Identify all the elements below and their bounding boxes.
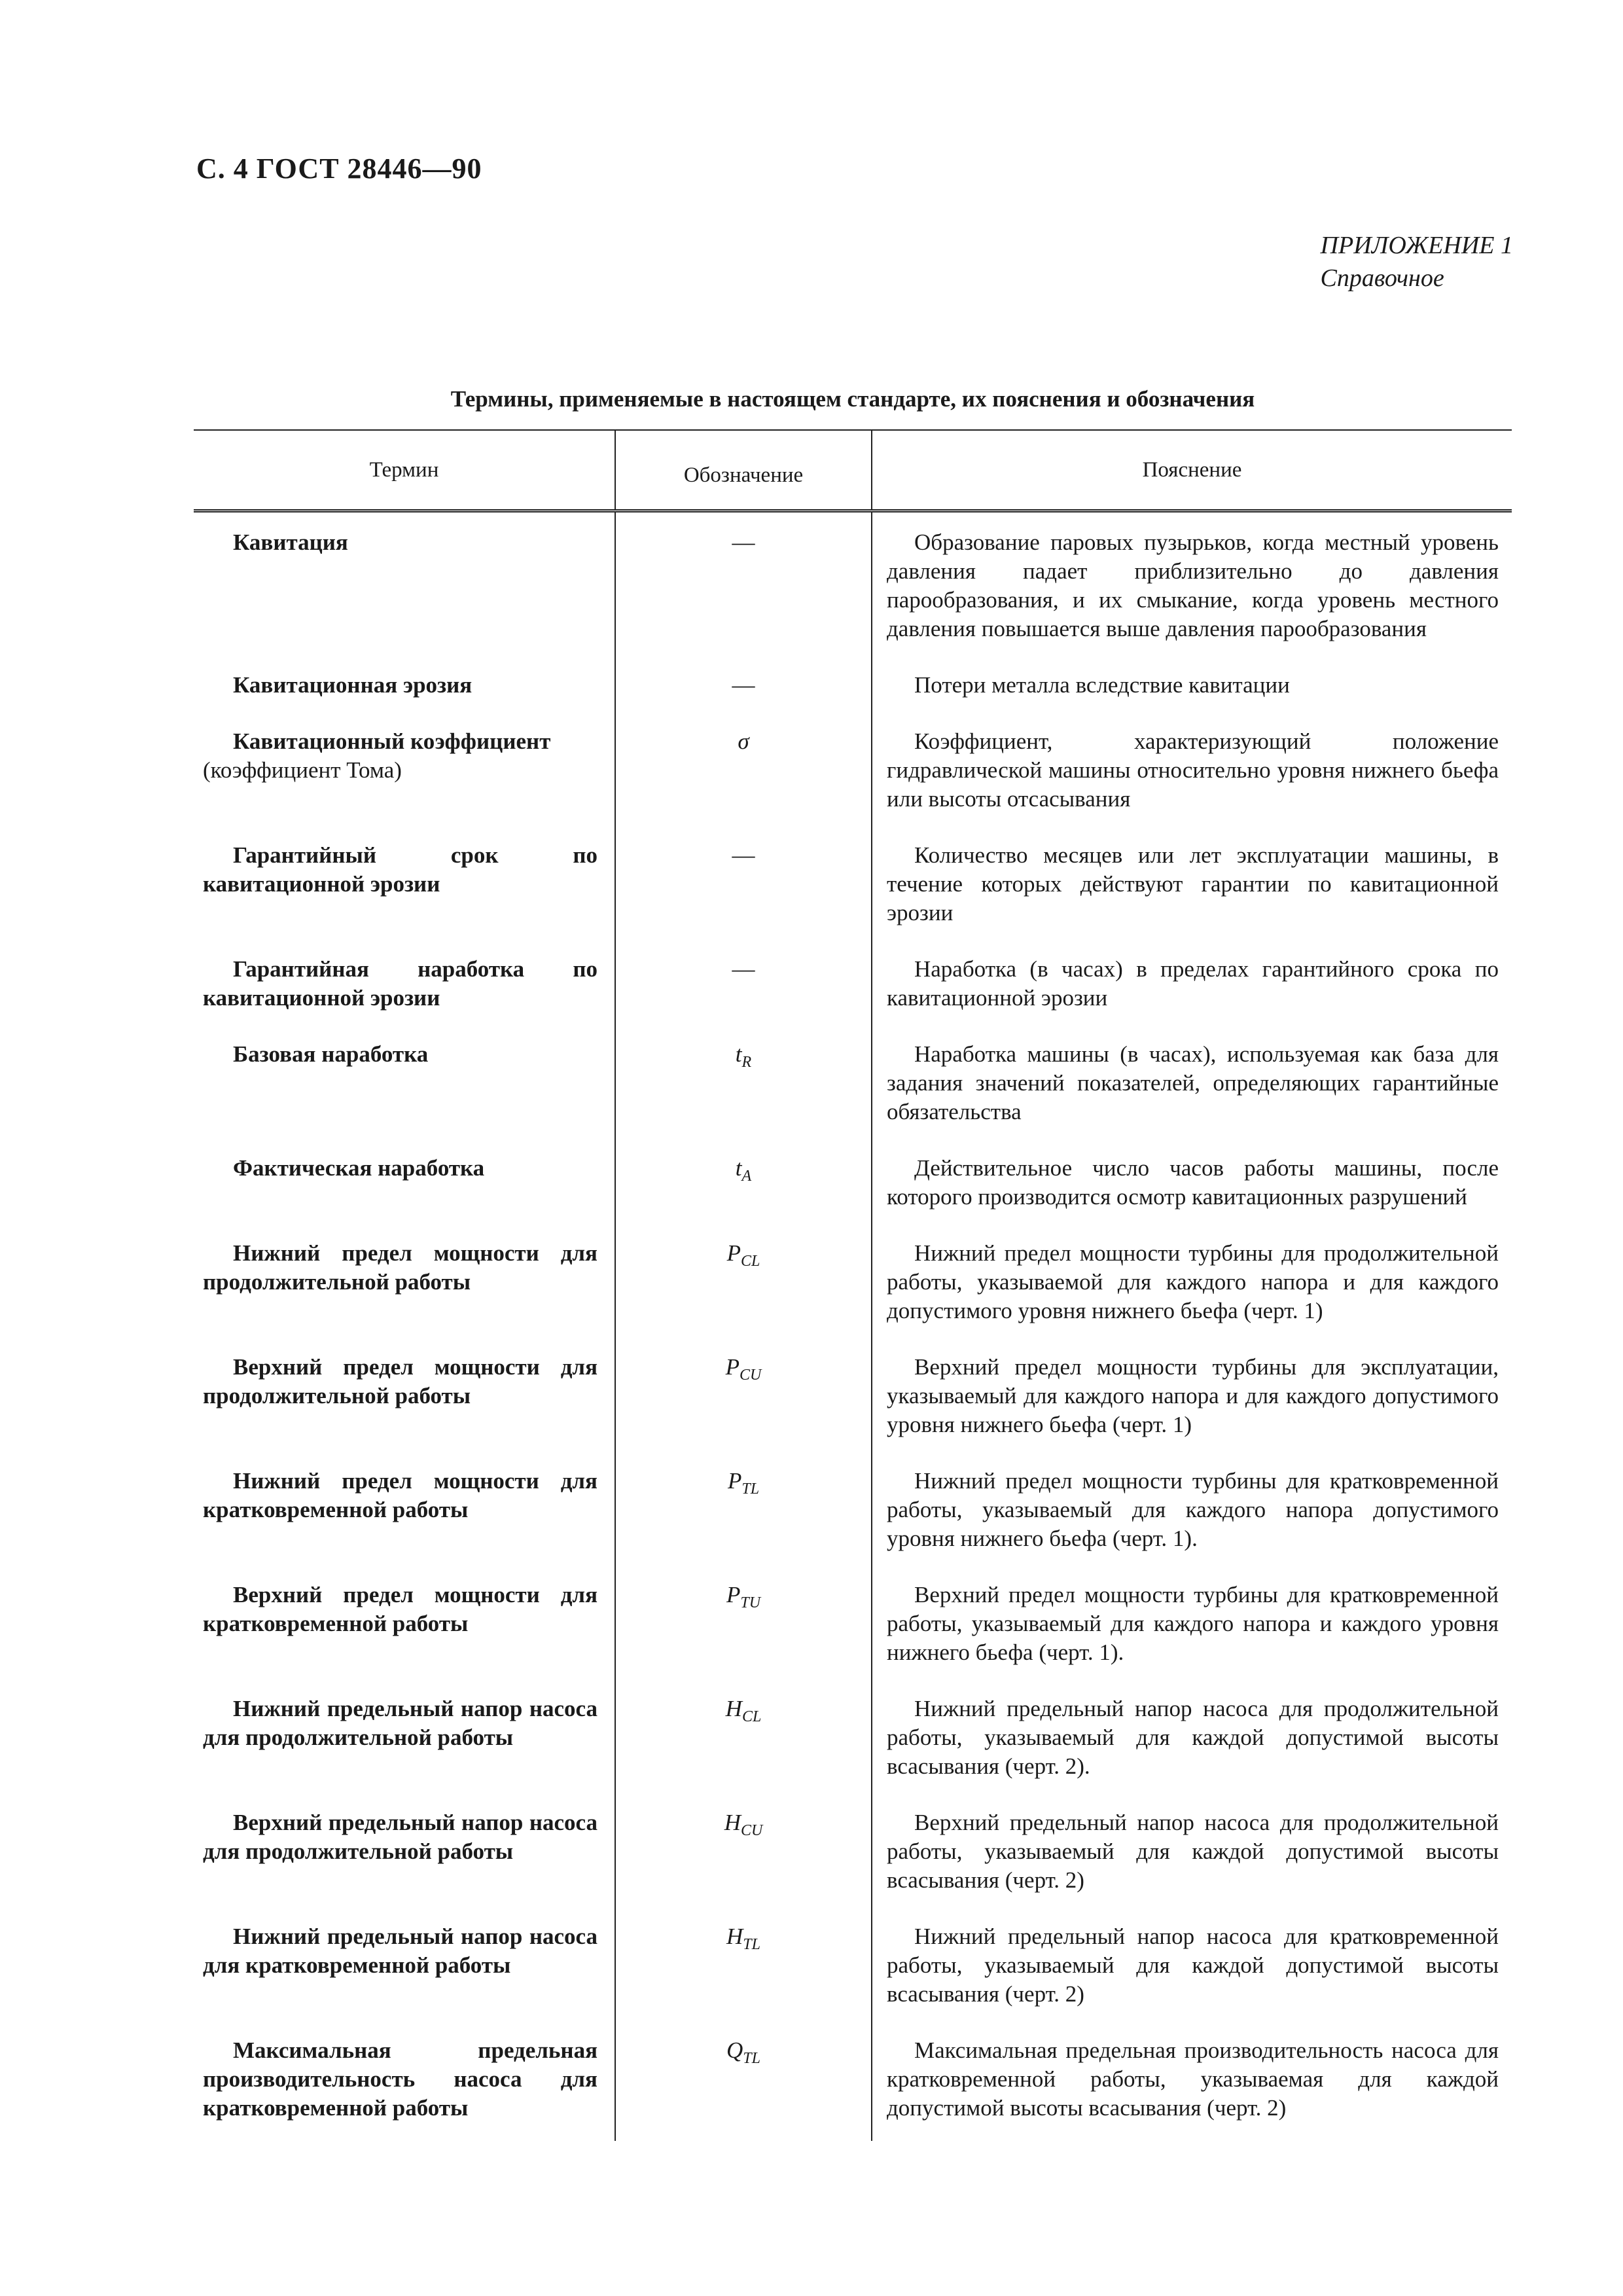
page-header: С. 4 ГОСТ 28446—90 [196, 152, 482, 185]
designation-subscript: CL [741, 1708, 762, 1725]
designation-symbol: H [725, 1696, 742, 1721]
term-name: Кавитация [233, 529, 348, 555]
table-row [194, 1799, 1512, 1913]
designation-subscript: TL [743, 2050, 760, 2067]
term-cell [194, 1031, 615, 1145]
explanation-text: Наработка машины (в часах), используемая как база для задания значений показателей, определяющих гарантийные обязательства [887, 1041, 1499, 1124]
explanation-text: Верхний предельный напор насоса для продолжительной работы, указываемый для каждой допустимой высоты всасывания (черт. 2) [887, 1810, 1499, 1893]
designation-symbol: — [732, 842, 755, 868]
column-header-explanation: Пояснение [872, 430, 1512, 511]
designation-cell [615, 1344, 872, 1458]
term-cell [194, 1913, 615, 2027]
term-name: Фактическая наработка [233, 1155, 485, 1181]
explanation-text: Образование паровых пузырьков, когда местный уровень давления падает приблизительно до давления парообразования, и их смыкание, когда уровень местного давления повышается выше давления парообразования [887, 529, 1499, 641]
designation-symbol: P [726, 1240, 741, 1266]
term-cell [194, 1145, 615, 1230]
explanation-text: Нижний предельный напор насоса для продолжительной работы, указываемый для каждой допустимой высоты всасывания (черт. 2). [887, 1696, 1499, 1779]
term-name: Нижний предельный напор насоса для продолжительной работы [203, 1696, 597, 1750]
table-row [194, 832, 1512, 946]
explanation-text: Действительное число часов работы машины, после которого производится осмотр кавитационных разрушений [887, 1155, 1499, 1210]
term-name: Гарантийный срок по кавитационной эрозии [203, 842, 597, 897]
explanation-text: Верхний предел мощности турбины для эксплуатации, указываемый для каждого напора и для каждого допустимого уровня нижнего бьефа (черт. 1) [887, 1354, 1499, 1437]
designation-cell [615, 1458, 872, 1571]
designation-cell [615, 1685, 872, 1799]
explanation-cell [872, 1571, 1512, 1685]
explanation-cell [872, 1799, 1512, 1913]
designation-subscript: CU [740, 1822, 763, 1839]
explanation-text: Коэффициент, характеризующий положение гидравлической машины относительно уровня нижнего бьефа или высоты отсасывания [887, 728, 1499, 812]
term-cell [194, 1230, 615, 1344]
table-header-row [194, 430, 1512, 511]
table-row [194, 1031, 1512, 1145]
annex-subtitle: Справочное [1320, 264, 1444, 292]
term-cell [194, 946, 615, 1031]
explanation-cell [872, 1458, 1512, 1571]
designation-cell [615, 832, 872, 946]
designation-symbol: t [735, 1155, 742, 1181]
table-row [194, 1685, 1512, 1799]
term-cell [194, 662, 615, 718]
designation-cell [615, 1230, 872, 1344]
designation-symbol: — [732, 672, 755, 698]
designation-cell [615, 1913, 872, 2027]
designation-symbol: σ [738, 728, 749, 754]
designation-cell [615, 1145, 872, 1230]
term-cell [194, 511, 615, 662]
explanation-cell [872, 1145, 1512, 1230]
explanation-text: Количество месяцев или лет эксплуатации машины, в течение которых действуют гарантии по кавитационной эрозии [887, 842, 1499, 925]
term-name: Верхний предел мощности для кратковременной работы [203, 1582, 597, 1636]
explanation-text: Нижний предел мощности турбины для продолжительной работы, указываемой для каждого напора и для каждого допустимого уровня нижнего бьефа (черт. 1) [887, 1240, 1499, 1323]
table-row [194, 1571, 1512, 1685]
term-cell [194, 1344, 615, 1458]
designation-subscript: TL [741, 1480, 760, 1498]
table-row [194, 1913, 1512, 2027]
designation-symbol: P [726, 1582, 741, 1607]
designation-symbol: t [735, 1041, 742, 1067]
designation-symbol: Q [726, 2037, 743, 2063]
designation-cell [615, 1031, 872, 1145]
table-row [194, 718, 1512, 832]
explanation-cell [872, 662, 1512, 718]
explanation-text: Нижний предельный напор насоса для кратковременной работы, указываемый для каждой допустимой высоты всасывания (черт. 2) [887, 1924, 1499, 2007]
explanation-cell [872, 1913, 1512, 2027]
designation-symbol: — [732, 529, 755, 555]
annex-title: ПРИЛОЖЕНИЕ 1 [1320, 232, 1513, 259]
designation-subscript: R [741, 1054, 752, 1071]
explanation-cell [872, 511, 1512, 662]
explanation-text: Потери металла вследствие кавитации [914, 672, 1290, 698]
term-name: Верхний предельный напор насоса для продолжительной работы [203, 1810, 597, 1864]
designation-cell [615, 1571, 872, 1685]
explanation-text: Наработка (в часах) в пределах гарантийного срока по кавитационной эрозии [887, 956, 1499, 1011]
designation-subscript: CU [740, 1367, 762, 1384]
term-cell [194, 1799, 615, 1913]
term-name: Верхний предел мощности для продолжительной работы [203, 1354, 597, 1408]
term-name: Максимальная предельная производительность насоса для кратковременной работы [203, 2037, 597, 2121]
table-row [194, 1145, 1512, 1230]
term-cell [194, 718, 615, 832]
designation-cell [615, 946, 872, 1031]
designation-symbol: H [724, 1810, 741, 1835]
term-name: Кавитационный коэффициент [233, 728, 551, 754]
explanation-cell [872, 1031, 1512, 1145]
designation-cell [615, 511, 872, 662]
designation-symbol: — [732, 956, 755, 982]
term-name: Базовая наработка [233, 1041, 429, 1067]
designation-symbol: H [726, 1924, 743, 1949]
terms-table-body [194, 511, 1512, 2142]
explanation-cell [872, 718, 1512, 832]
table-row [194, 1458, 1512, 1571]
term-cell [194, 832, 615, 946]
designation-symbol: P [727, 1468, 742, 1494]
designation-cell [615, 1799, 872, 1913]
term-name: Нижний предел мощности для кратковременной работы [203, 1468, 597, 1522]
designation-cell [615, 2027, 872, 2141]
designation-subscript: TU [740, 1594, 761, 1611]
term-note: (коэффициент Тома) [203, 757, 402, 783]
term-cell [194, 1685, 615, 1799]
explanation-cell [872, 1685, 1512, 1799]
designation-symbol: P [725, 1354, 740, 1380]
term-cell [194, 1571, 615, 1685]
table-row [194, 1230, 1512, 1344]
table-row [194, 1344, 1512, 1458]
annex-label [1321, 229, 1513, 295]
explanation-cell [872, 1230, 1512, 1344]
column-header-term: Термин [194, 430, 615, 511]
explanation-cell [872, 946, 1512, 1031]
table-row [194, 2027, 1512, 2141]
terms-table [194, 429, 1512, 2141]
table-row [194, 946, 1512, 1031]
explanation-text: Нижний предел мощности турбины для кратковременной работы, указываемый для каждого напора допустимого уровня нижнего бьефа (черт. 1). [887, 1468, 1499, 1551]
term-name: Гарантийная наработка по кавитационной эрозии [203, 956, 597, 1011]
designation-cell [615, 662, 872, 718]
term-name: Кавитационная эрозия [233, 672, 473, 698]
explanation-cell [872, 832, 1512, 946]
term-name: Нижний предел мощности для продолжительной работы [203, 1240, 597, 1295]
term-cell [194, 1458, 615, 1571]
table-row [194, 662, 1512, 718]
explanation-text: Верхний предел мощности турбины для кратковременной работы, указываемый для каждого напора и каждого уровня нижнего бьефа (черт. 1). [887, 1582, 1499, 1665]
designation-subscript: TL [743, 1936, 760, 1953]
term-name: Нижний предельный напор насоса для кратковременной работы [203, 1924, 597, 1978]
explanation-cell [872, 1344, 1512, 1458]
designation-cell [615, 718, 872, 832]
designation-subscript: A [741, 1168, 752, 1185]
explanation-cell [872, 2027, 1512, 2141]
designation-subscript: CL [741, 1253, 760, 1270]
table-title: Термины, применяемые в настоящем стандарте, их пояснения и обозначения [450, 386, 1255, 412]
explanation-text: Максимальная предельная производительность насоса для кратковременной работы, указываемая для каждой допустимой высоты всасывания (черт. 2) [887, 2037, 1499, 2121]
term-cell [194, 2027, 615, 2141]
column-header-designation: Обозначение [615, 430, 872, 511]
table-row [194, 511, 1512, 662]
